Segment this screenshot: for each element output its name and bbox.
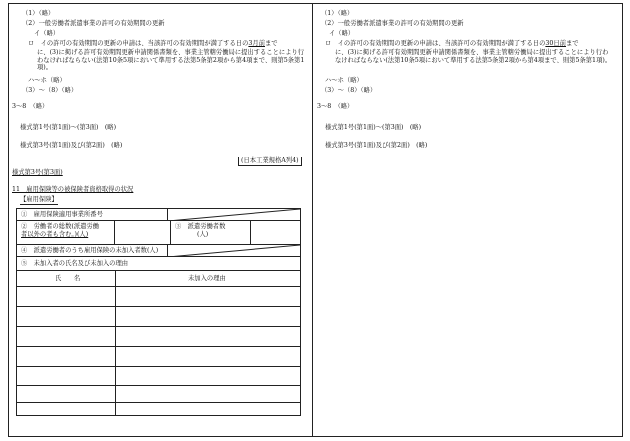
right-ro-deadline: 30日前: [545, 40, 566, 47]
right-item-ha-ho: ハ〜ホ（略）: [325, 77, 363, 84]
list-row-line: [17, 402, 300, 403]
right-item-ro-line1: ロ イの許可の有効期間の更新の申請は、当該許可の有効期間が満了する日の30日前まで: [325, 40, 579, 47]
right-form3: 様式第3号(第1面)及び(第2面) (略): [325, 142, 428, 149]
column-header-reason: 未加入の理由: [188, 275, 226, 282]
right-item-1: （1）（略）: [321, 10, 354, 17]
paper-standard-label: (日本工業規格A列4): [238, 157, 302, 166]
left-item-2: （2）一般労働者派遣事業の許可の有効期間の更新: [22, 20, 165, 27]
diagonal-slash: [168, 209, 300, 221]
list-row-line: [17, 366, 300, 367]
right-section-3-8: 3〜8 （略）: [317, 103, 354, 110]
column-divider: [312, 3, 313, 437]
left-ro-made: まで: [265, 40, 278, 47]
right-form1: 様式第1号(第1面)〜(第3面) (略): [325, 124, 422, 131]
uninsured-count-label: ④ 派遣労働者のうち雇用保険の未加入者数(人): [17, 245, 168, 257]
left-form3: 様式第3号(第1面)及び(第2面) (略): [20, 142, 123, 149]
list-row-line: [17, 306, 300, 307]
dispatched-workers-label: ③ 派遣労働者数 (人): [171, 221, 251, 245]
left-ro-deadline: 3月前: [248, 40, 265, 47]
uninsured-reasons-label: ⑤ 未加入者の氏名及び未加入の理由: [17, 257, 300, 271]
left-item-ha-ho: ハ〜ホ（略）: [28, 77, 66, 84]
left-ro-text: ロ イの許可の有効期間の更新の申請は、当該許可の有効期間が満了する日の: [28, 40, 249, 47]
right-item-3-8: （3）〜（8）（略）: [321, 87, 377, 94]
list-row-line: [17, 286, 300, 287]
left-item-ro-line1: [28, 40, 278, 48]
left-form1: 様式第1号(第1面)〜(第3面) (略): [20, 124, 117, 131]
right-item-ro-cont: に、(3)に掲げる許可有効期間更新申請関係書類を、事業主管轄労働局に提出することにより行わなければならない(法第10条5項において準用する法第5条第2項から第4項まで、則第5条第1項)。: [335, 49, 612, 64]
column-header-name: 氏 名: [55, 275, 81, 282]
right-item-2: （2）一般労働者派遣事業の許可の有効期間の更新: [321, 20, 464, 27]
left-item-1: （1）（略）: [22, 10, 55, 17]
insurance-form-table: [16, 208, 301, 416]
list-row-line: [17, 346, 300, 347]
total-workers-label: ② 労働者の総数(派遣労働 者以外の者も含む。)(人): [17, 221, 115, 245]
total-workers-value[interactable]: [115, 221, 171, 245]
left-item-ro-cont: に、(3)に掲げる許可有効期間更新申請関係書類を、事業主管轄労働局に提出することにより行わなければならない(法第10条5項において準用する法第5条第2項から第4項まで、則第5条第1項)。: [37, 49, 305, 72]
form-number: 様式第3号(第3面): [12, 169, 63, 176]
list-row-line: [17, 385, 300, 386]
office-number-label: ① 雇用保険適用事業所番号: [17, 209, 168, 221]
left-section-3-8: 3〜8 （略）: [12, 103, 49, 110]
section-title: 11 雇用保険等の被保険者資格取得の状況: [12, 186, 134, 193]
list-column-divider: [115, 271, 116, 415]
list-row-line: [17, 326, 300, 327]
left-item-3-8: （3）〜（8）（略）: [22, 87, 78, 94]
right-item-i: イ（略）: [329, 30, 355, 37]
left-item-i: イ（略）: [34, 30, 60, 37]
dispatched-workers-value[interactable]: [251, 221, 300, 245]
employment-insurance-label: 【雇用保険】: [20, 196, 58, 203]
diagonal-slash: [168, 245, 300, 257]
